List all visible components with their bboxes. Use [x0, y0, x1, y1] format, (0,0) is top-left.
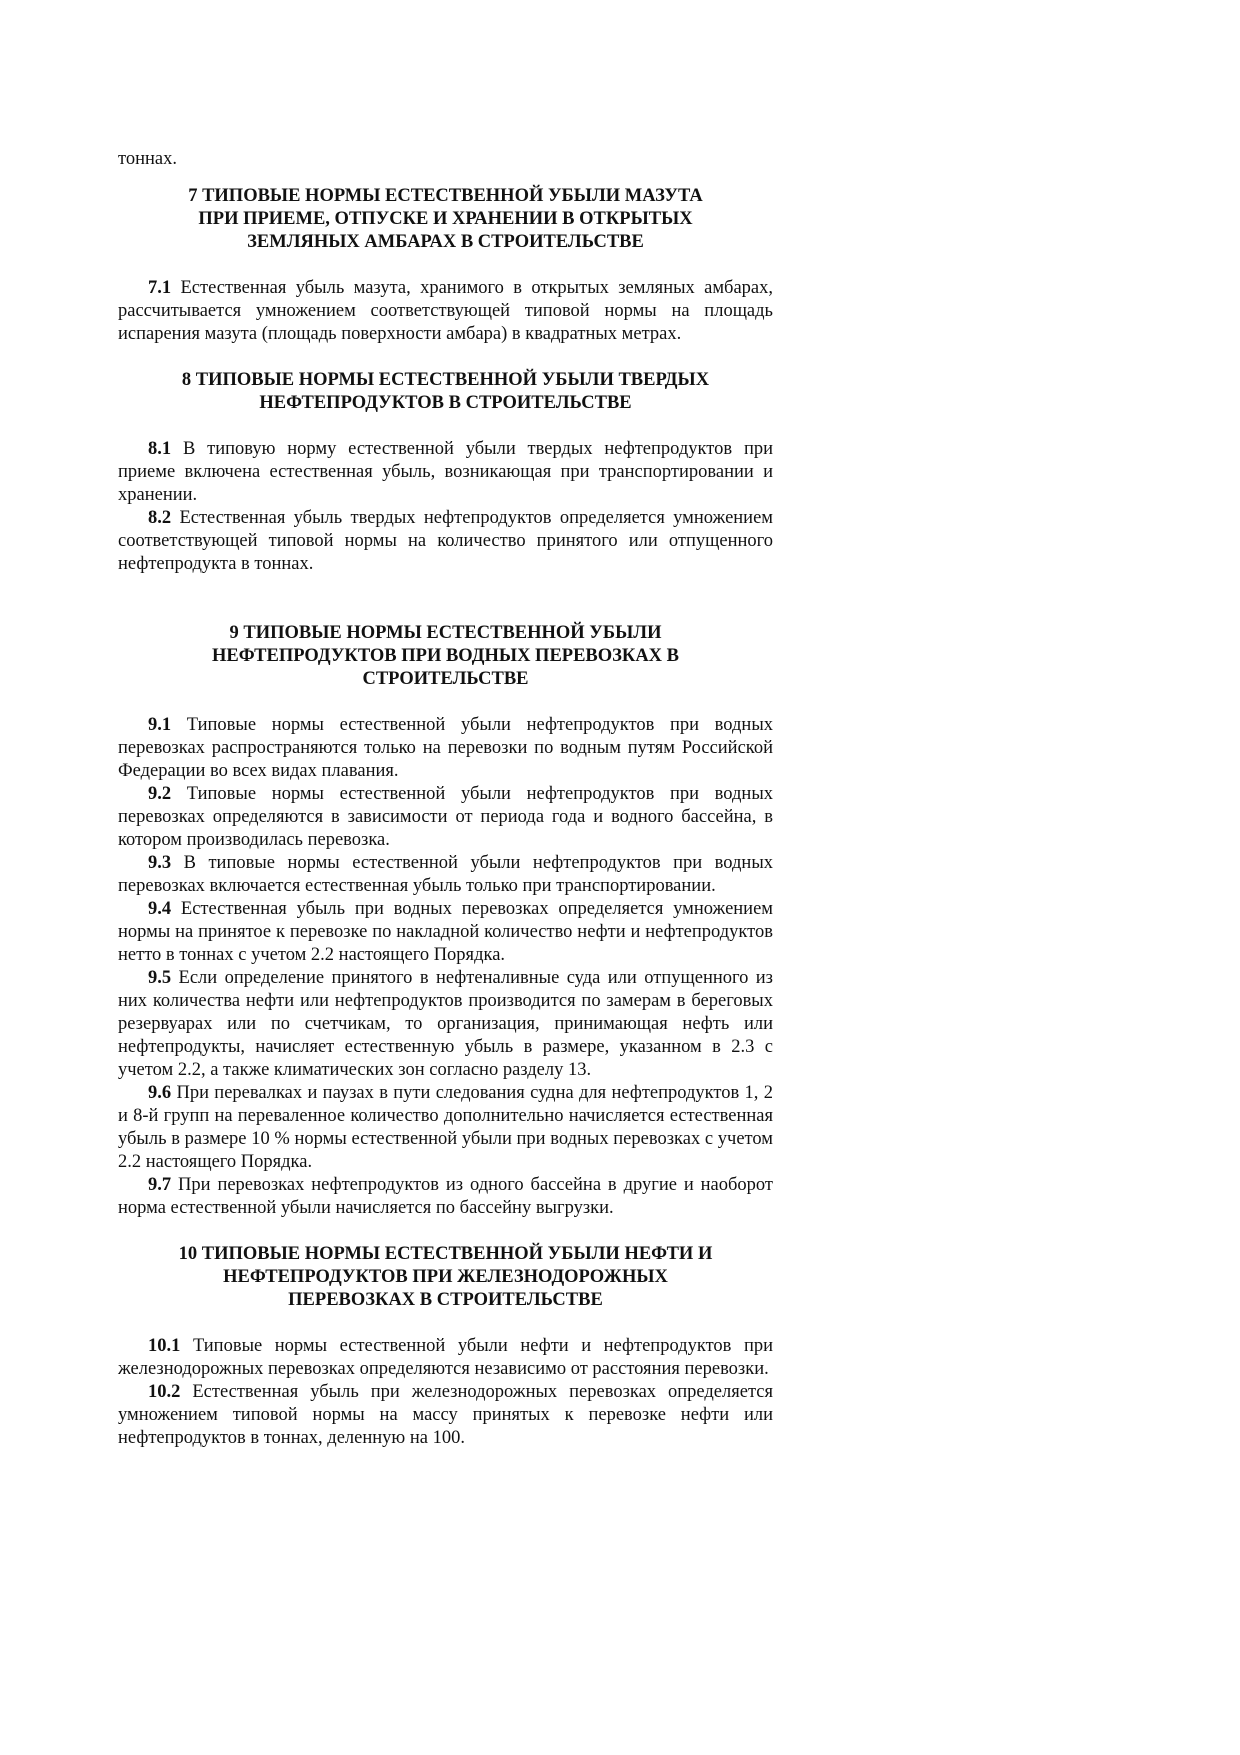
paragraph-9-6: 9.6 При перевалках и паузах в пути следования судна для нефтепродуктов 1, 2 и 8-й групп на переваленное количество дополнительно начисляется естественная убыль в размере 10 % нормы естественной убыли при водных перевозках с учетом 2.2 настоящего Порядка.: [118, 1083, 773, 1172]
paragraph-9-7: 9.7 При перевозках нефтепродуктов из одного бассейна в другие и наоборот норма естественной убыли начисляется по бассейну выгрузки.: [118, 1175, 773, 1218]
paragraph-9-3: 9.3 В типовые нормы естественной убыли нефтепродуктов при водных перевозках включается естественная убыль только при транспортировании.: [118, 853, 774, 896]
text-fragment: тоннах.: [118, 149, 177, 169]
paragraph-9-2: 9.2 Типовые нормы естественной убыли нефтепродуктов при водных перевозках определяются в зависимости от периода года и водного бассейна, в котором производилась перевозка.: [118, 784, 773, 850]
paragraph-8-2: 8.2 Естественная убыль твердых нефтепродуктов определяется умножением соответствующей типовой нормы на количество принятого или отпущенного нефтепродукта в тоннах.: [118, 508, 774, 574]
section-heading-10: 10 ТИПОВЫЕ НОРМЫ ЕСТЕСТВЕННОЙ УБЫЛИ НЕФТИ И НЕФТЕПРОДУКТОВ ПРИ ЖЕЛЕЗНОДОРОЖНЫХ ПЕРЕВОЗКАХ В СТРОИТЕЛЬСТВЕ: [178, 1244, 713, 1310]
paragraph-9-1: 9.1 Типовые нормы естественной убыли нефтепродуктов при водных перевозках распространяются только на перевозки по водным путям Российской Федерации во всех видах плавания.: [118, 715, 773, 781]
paragraph-7-1: 7.1 Естественная убыль мазута, хранимого в открытых земляных амбарах, рассчитывается умножением соответствующей типовой нормы на площадь испарения мазута (площадь поверхности амбара) в квадратных метрах.: [118, 278, 773, 344]
document-page: [118, 148, 773, 1450]
section-heading-8: 8 ТИПОВЫЕ НОРМЫ ЕСТЕСТВЕННОЙ УБЫЛИ ТВЕРДЫХ НЕФТЕПРОДУКТОВ В СТРОИТЕЛЬСТВЕ: [181, 370, 710, 413]
section-heading-9: 9 ТИПОВЫЕ НОРМЫ ЕСТЕСТВЕННОЙ УБЫЛИ НЕФТЕПРОДУКТОВ ПРИ ВОДНЫХ ПЕРЕВОЗКАХ В СТРОИТЕЛЬСТВЕ: [211, 623, 680, 689]
paragraph-9-4: 9.4 Естественная убыль при водных перевозках определяется умножением нормы на принятое к перевозке по накладной количество нефти и нефтепродуктов нетто в тоннах с учетом 2.2 настоящего Порядка.: [118, 899, 773, 965]
paragraph-9-5: 9.5 Если определение принятого в нефтеналивные суда или отпущенного из них количества нефти или нефтепродуктов производится по замерам в береговых резервуарах или по счетчикам, то организация, принимающая нефть или нефтепродукты, начисляет естественную убыль в размере, указанном в 2.3 с учетом 2.2, а также климатических зон согласно разделу 13.: [118, 968, 773, 1080]
paragraph-10-1: 10.1 Типовые нормы естественной убыли нефти и нефтепродуктов при железнодорожных перевозках определяются независимо от расстояния перевозки.: [118, 1336, 774, 1379]
section-heading-7: 7 ТИПОВЫЕ НОРМЫ ЕСТЕСТВЕННОЙ УБЫЛИ МАЗУТА ПРИ ПРИЕМЕ, ОТПУСКЕ И ХРАНЕНИИ В ОТКРЫТЫХ ЗЕМЛЯНЫХ АМБАРАХ В СТРОИТЕЛЬСТВЕ: [188, 186, 703, 252]
paragraph-10-2: 10.2 Естественная убыль при железнодорожных перевозках определяется умножением типовой нормы на массу принятых к перевозке нефти или нефтепродуктов в тоннах, деленную на 100.: [118, 1382, 773, 1448]
paragraph-8-1: 8.1 В типовую норму естественной убыли твердых нефтепродуктов при приеме включена естественная убыль, возникающая при транспортировании и хранении.: [118, 439, 774, 505]
